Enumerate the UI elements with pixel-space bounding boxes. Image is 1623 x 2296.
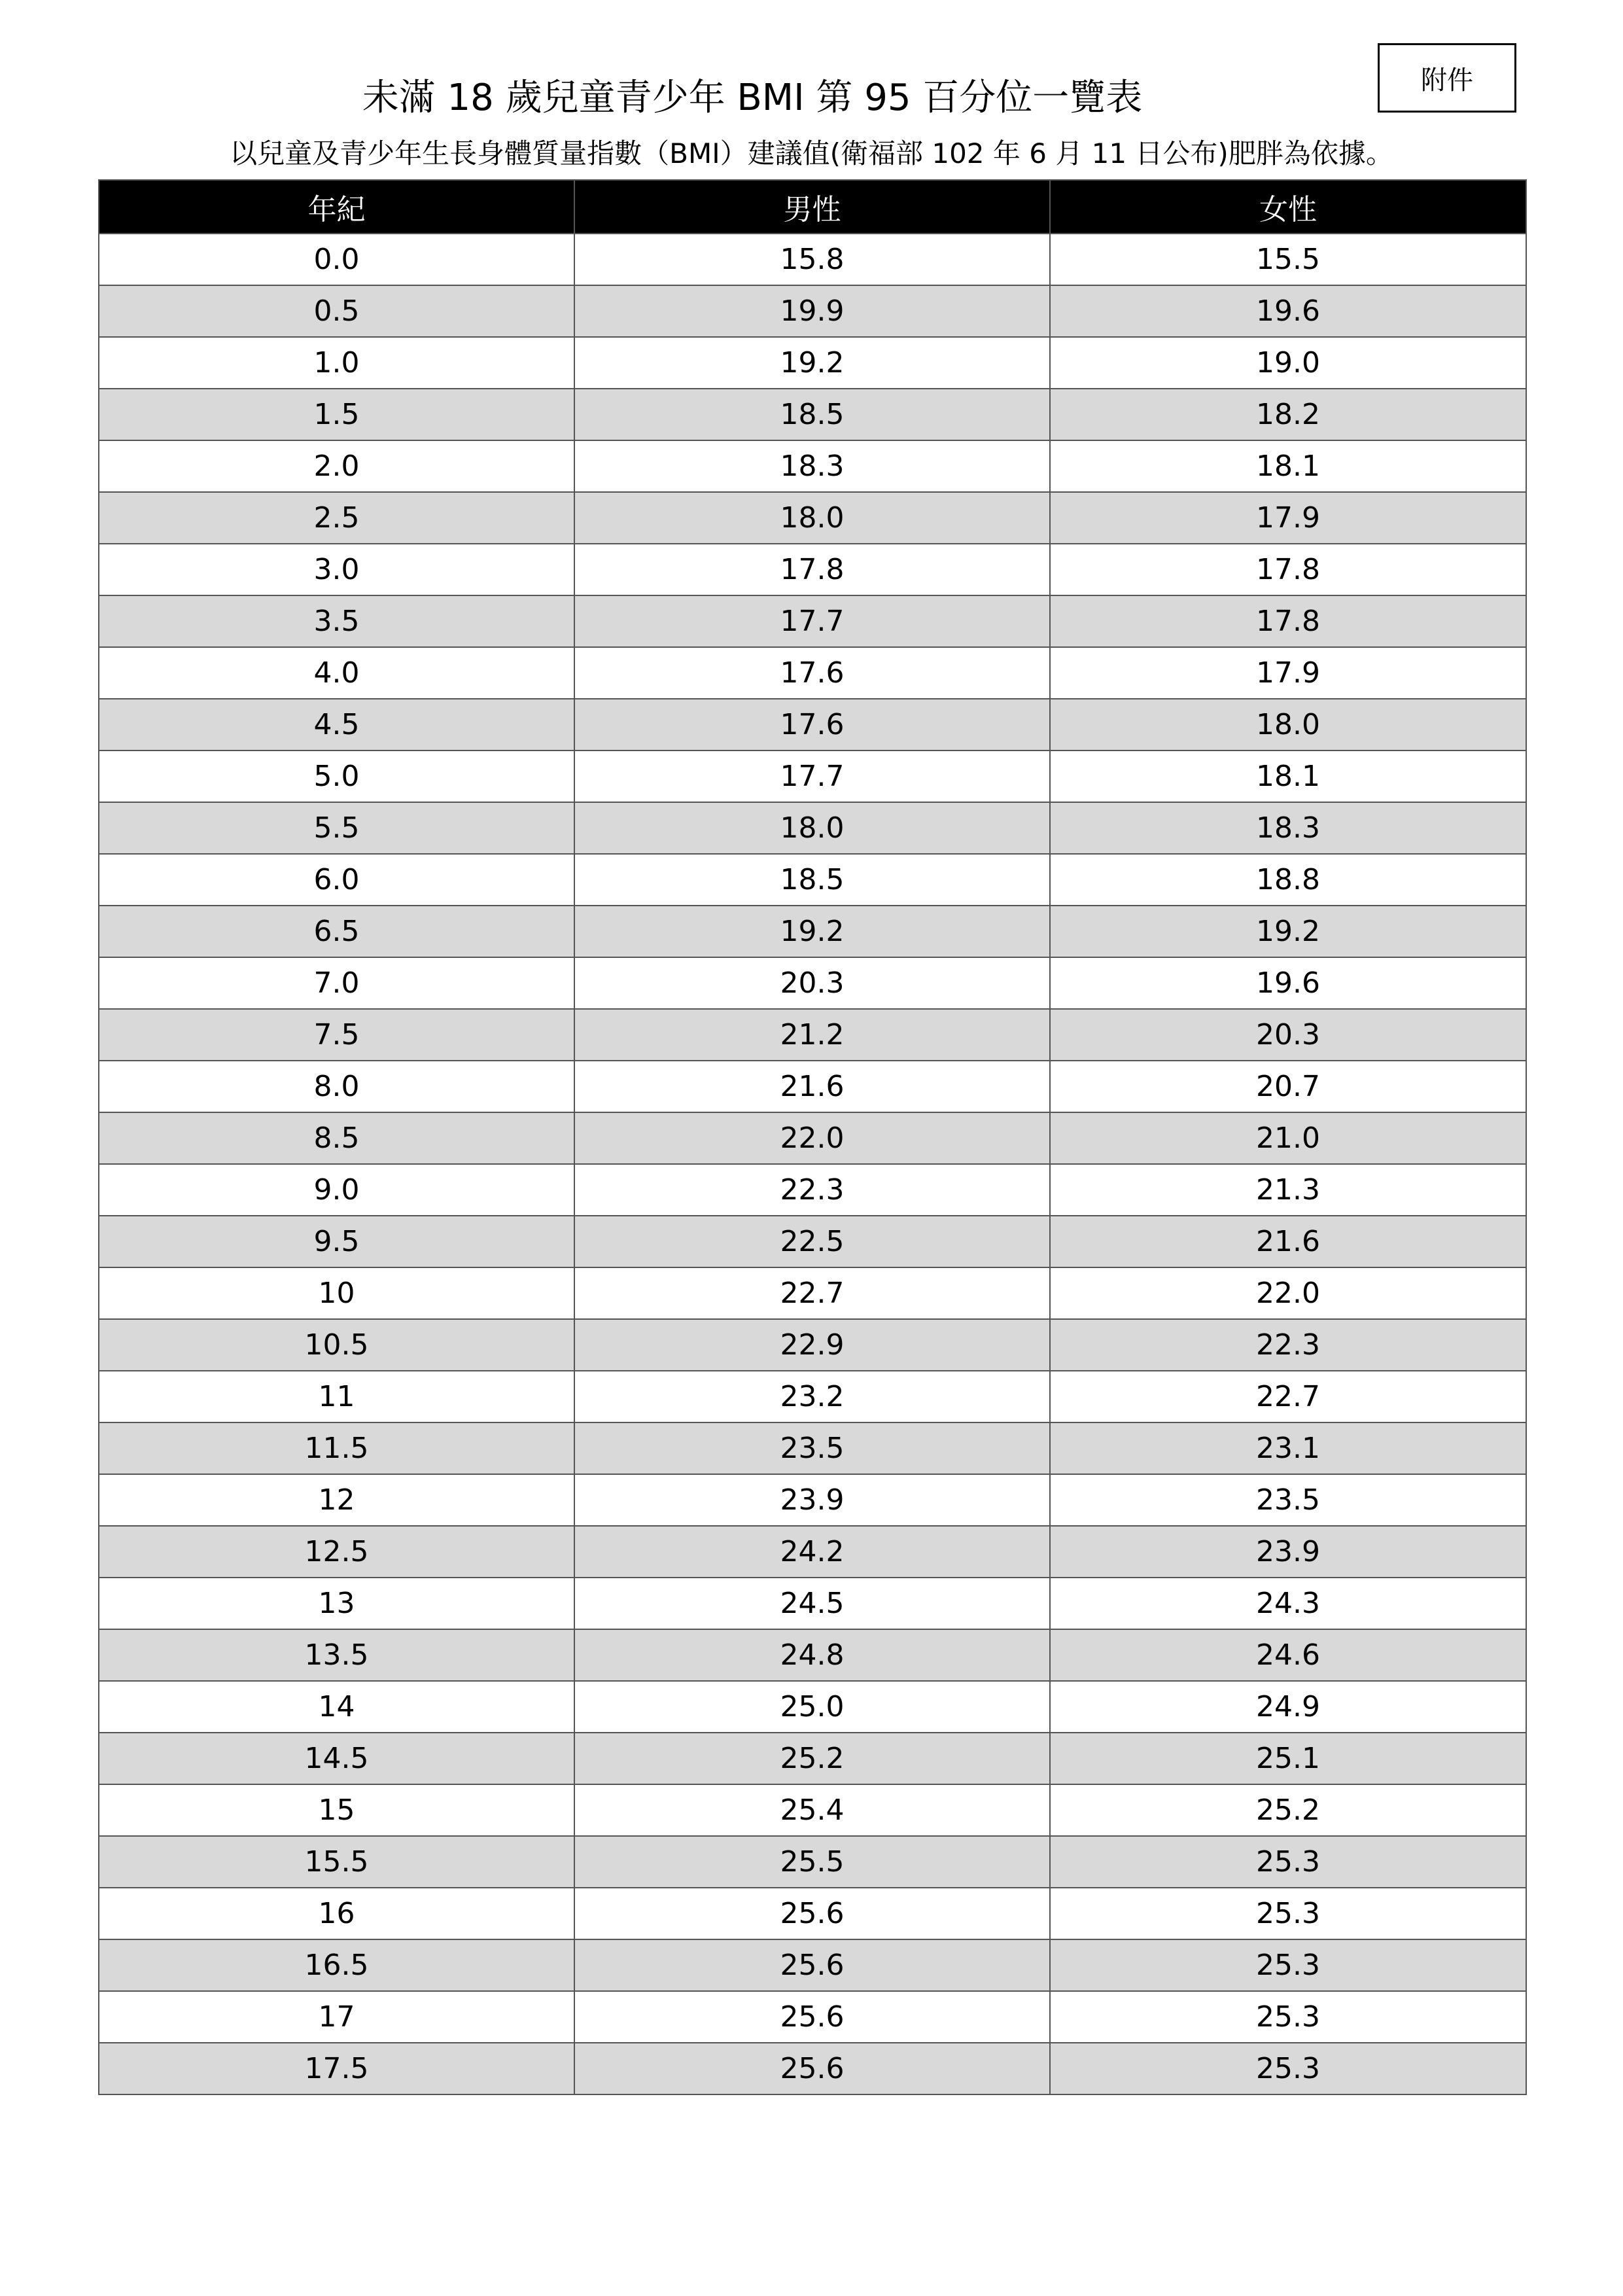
table-row	[99, 1784, 1526, 1836]
table-row	[99, 957, 1526, 1009]
male-bmi-cell: 19.2	[574, 906, 1050, 957]
age-cell: 2.5	[99, 492, 574, 544]
table-row	[99, 751, 1526, 802]
female-bmi-cell: 17.8	[1050, 595, 1526, 647]
male-bmi-cell: 25.6	[574, 1991, 1050, 2043]
female-bmi-cell: 25.3	[1050, 1991, 1526, 2043]
male-bmi-cell: 19.2	[574, 337, 1050, 389]
male-bmi-cell: 15.8	[574, 234, 1050, 285]
female-bmi-cell: 19.6	[1050, 285, 1526, 337]
age-cell: 1.0	[99, 337, 574, 389]
table-row	[99, 492, 1526, 544]
table-row	[99, 1061, 1526, 1112]
age-cell: 0.5	[99, 285, 574, 337]
age-cell: 7.0	[99, 957, 574, 1009]
table-row	[99, 1422, 1526, 1474]
female-bmi-cell: 25.3	[1050, 1888, 1526, 1939]
male-bmi-cell: 25.2	[574, 1733, 1050, 1784]
age-cell: 4.0	[99, 647, 574, 699]
female-bmi-cell: 18.8	[1050, 854, 1526, 906]
female-bmi-cell: 23.5	[1050, 1474, 1526, 1526]
age-cell: 14.5	[99, 1733, 574, 1784]
age-cell: 13	[99, 1578, 574, 1629]
table-row	[99, 1681, 1526, 1733]
male-bmi-cell: 17.6	[574, 699, 1050, 751]
age-cell: 17.5	[99, 2043, 574, 2094]
attachment-label: 附件	[1421, 65, 1473, 96]
table-row	[99, 802, 1526, 854]
age-cell: 9.0	[99, 1164, 574, 1216]
female-bmi-cell: 21.3	[1050, 1164, 1526, 1216]
female-bmi-cell: 19.0	[1050, 337, 1526, 389]
female-bmi-cell: 18.0	[1050, 699, 1526, 751]
age-cell: 5.0	[99, 751, 574, 802]
female-bmi-cell: 25.3	[1050, 2043, 1526, 2094]
age-cell: 16	[99, 1888, 574, 1939]
table-body	[99, 234, 1526, 2094]
table-header-row	[99, 180, 1526, 234]
age-cell: 10.5	[99, 1319, 574, 1371]
table-row	[99, 1733, 1526, 1784]
table-row	[99, 234, 1526, 285]
female-bmi-cell: 22.3	[1050, 1319, 1526, 1371]
male-bmi-cell: 22.7	[574, 1267, 1050, 1319]
male-bmi-cell: 21.2	[574, 1009, 1050, 1061]
column-header-male: 男性	[574, 180, 1050, 234]
table-row	[99, 1371, 1526, 1422]
age-cell: 3.0	[99, 544, 574, 595]
male-bmi-cell: 24.8	[574, 1629, 1050, 1681]
table-row	[99, 285, 1526, 337]
table-row	[99, 337, 1526, 389]
female-bmi-cell: 18.1	[1050, 440, 1526, 492]
table-row	[99, 1939, 1526, 1991]
table-row	[99, 906, 1526, 957]
female-bmi-cell: 24.6	[1050, 1629, 1526, 1681]
page-subtitle: 以兒童及青少年生長身體質量指數（BMI）建議值(衛福部 102 年 6 月 11 日公布)肥胖為依據。	[230, 137, 1393, 169]
table-row	[99, 1888, 1526, 1939]
male-bmi-cell: 23.9	[574, 1474, 1050, 1526]
female-bmi-cell: 19.6	[1050, 957, 1526, 1009]
table-row	[99, 699, 1526, 751]
age-cell: 11.5	[99, 1422, 574, 1474]
male-bmi-cell: 20.3	[574, 957, 1050, 1009]
female-bmi-cell: 22.7	[1050, 1371, 1526, 1422]
male-bmi-cell: 18.0	[574, 492, 1050, 544]
female-bmi-cell: 15.5	[1050, 234, 1526, 285]
female-bmi-cell: 17.9	[1050, 492, 1526, 544]
male-bmi-cell: 18.3	[574, 440, 1050, 492]
age-cell: 10	[99, 1267, 574, 1319]
male-bmi-cell: 18.5	[574, 389, 1050, 440]
age-cell: 17	[99, 1991, 574, 2043]
male-bmi-cell: 17.7	[574, 751, 1050, 802]
age-cell: 8.0	[99, 1061, 574, 1112]
table-row	[99, 854, 1526, 906]
bmi-percentile-table	[98, 179, 1527, 2095]
female-bmi-cell: 25.2	[1050, 1784, 1526, 1836]
female-bmi-cell: 20.7	[1050, 1061, 1526, 1112]
male-bmi-cell: 25.4	[574, 1784, 1050, 1836]
age-cell: 15	[99, 1784, 574, 1836]
table-row	[99, 1112, 1526, 1164]
table-row	[99, 647, 1526, 699]
male-bmi-cell: 19.9	[574, 285, 1050, 337]
female-bmi-cell: 21.6	[1050, 1216, 1526, 1267]
female-bmi-cell: 25.1	[1050, 1733, 1526, 1784]
table-row	[99, 1319, 1526, 1371]
age-cell: 14	[99, 1681, 574, 1733]
female-bmi-cell: 18.1	[1050, 751, 1526, 802]
male-bmi-cell: 18.0	[574, 802, 1050, 854]
age-cell: 7.5	[99, 1009, 574, 1061]
male-bmi-cell: 25.6	[574, 2043, 1050, 2094]
table-row	[99, 1164, 1526, 1216]
female-bmi-cell: 25.3	[1050, 1836, 1526, 1888]
female-bmi-cell: 23.9	[1050, 1526, 1526, 1578]
male-bmi-cell: 22.5	[574, 1216, 1050, 1267]
male-bmi-cell: 25.5	[574, 1836, 1050, 1888]
age-cell: 11	[99, 1371, 574, 1422]
male-bmi-cell: 22.9	[574, 1319, 1050, 1371]
table-row	[99, 2043, 1526, 2094]
male-bmi-cell: 17.8	[574, 544, 1050, 595]
table-row	[99, 440, 1526, 492]
male-bmi-cell: 18.5	[574, 854, 1050, 906]
column-header-female: 女性	[1050, 180, 1526, 234]
table-row	[99, 595, 1526, 647]
table-row	[99, 1991, 1526, 2043]
page-title: 未滿 18 歲兒童青少年 BMI 第 95 百分位一覽表	[362, 77, 1143, 119]
female-bmi-cell: 24.9	[1050, 1681, 1526, 1733]
age-cell: 9.5	[99, 1216, 574, 1267]
female-bmi-cell: 17.9	[1050, 647, 1526, 699]
age-cell: 4.5	[99, 699, 574, 751]
age-cell: 16.5	[99, 1939, 574, 1991]
male-bmi-cell: 24.5	[574, 1578, 1050, 1629]
male-bmi-cell: 25.6	[574, 1888, 1050, 1939]
male-bmi-cell: 21.6	[574, 1061, 1050, 1112]
male-bmi-cell: 25.6	[574, 1939, 1050, 1991]
age-cell: 8.5	[99, 1112, 574, 1164]
female-bmi-cell: 18.3	[1050, 802, 1526, 854]
table-row	[99, 389, 1526, 440]
male-bmi-cell: 24.2	[574, 1526, 1050, 1578]
age-cell: 0.0	[99, 234, 574, 285]
male-bmi-cell: 22.3	[574, 1164, 1050, 1216]
male-bmi-cell: 22.0	[574, 1112, 1050, 1164]
male-bmi-cell: 17.7	[574, 595, 1050, 647]
table-row	[99, 1578, 1526, 1629]
attachment-label-box	[1378, 43, 1516, 113]
male-bmi-cell: 23.2	[574, 1371, 1050, 1422]
column-header-age: 年紀	[99, 180, 574, 234]
female-bmi-cell: 18.2	[1050, 389, 1526, 440]
age-cell: 3.5	[99, 595, 574, 647]
female-bmi-cell: 21.0	[1050, 1112, 1526, 1164]
female-bmi-cell: 23.1	[1050, 1422, 1526, 1474]
table-row	[99, 1836, 1526, 1888]
age-cell: 13.5	[99, 1629, 574, 1681]
female-bmi-cell: 19.2	[1050, 906, 1526, 957]
table-row	[99, 1267, 1526, 1319]
age-cell: 5.5	[99, 802, 574, 854]
female-bmi-cell: 20.3	[1050, 1009, 1526, 1061]
female-bmi-cell: 24.3	[1050, 1578, 1526, 1629]
table-row	[99, 1629, 1526, 1681]
age-cell: 12.5	[99, 1526, 574, 1578]
male-bmi-cell: 25.0	[574, 1681, 1050, 1733]
age-cell: 6.5	[99, 906, 574, 957]
table-row	[99, 1474, 1526, 1526]
table-row	[99, 1526, 1526, 1578]
table-row	[99, 1216, 1526, 1267]
male-bmi-cell: 23.5	[574, 1422, 1050, 1474]
age-cell: 1.5	[99, 389, 574, 440]
table-row	[99, 544, 1526, 595]
age-cell: 15.5	[99, 1836, 574, 1888]
female-bmi-cell: 17.8	[1050, 544, 1526, 595]
age-cell: 12	[99, 1474, 574, 1526]
age-cell: 2.0	[99, 440, 574, 492]
female-bmi-cell: 25.3	[1050, 1939, 1526, 1991]
male-bmi-cell: 17.6	[574, 647, 1050, 699]
age-cell: 6.0	[99, 854, 574, 906]
female-bmi-cell: 22.0	[1050, 1267, 1526, 1319]
table-row	[99, 1009, 1526, 1061]
